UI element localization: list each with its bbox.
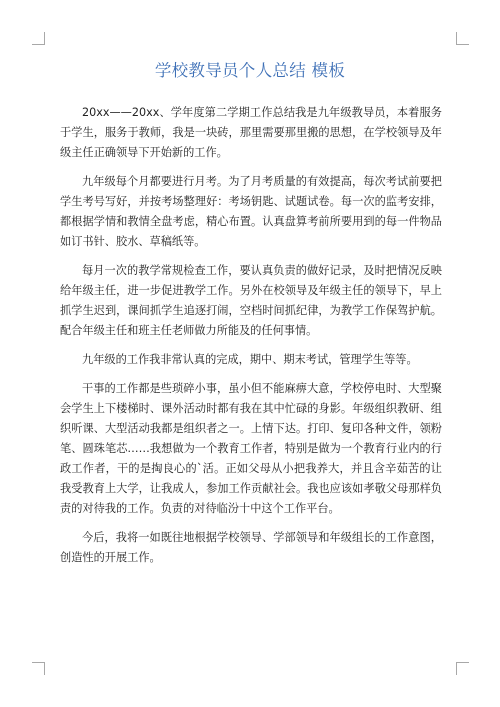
crop-mark-bottom-left — [32, 662, 45, 675]
paragraph-2: 九年级每个月都要进行月考。为了月考质量的有效提高，每次考试前要把学生考号写好，并按考场整理好：考场钥匙、试题试卷。每一次的监考安排，都根据学情和教情全盘考虑，精心布置。认真盘算考前所要用到的每一件物品如订书针、胶水、草稿纸等。 — [60, 175, 442, 248]
crop-mark-top-left — [32, 32, 45, 45]
document-title: 学校教导员个人总结 模板 — [154, 61, 346, 80]
crop-mark-bottom-right — [456, 662, 469, 675]
crop-mark-top-right — [456, 32, 469, 45]
paragraph-5: 干事的工作都是些琐碎小事，虽小但不能麻痹大意，学校停电时、大型聚会学生上下楼梯时、课外活动时都有我在其中忙碌的身影。年级组织教研、组织听课、大型活动我都是组织者之一。上情下达。打印、复印各种文件，领粉笔、圆珠笔芯……我想做为一个教育工作者，特别是做为一个教育行业内的行政工作者，干的是掏良心的`活。正如父母从小把我养大，并且含辛茹苦的让我受教育上大学，让我成人，参加工作贡献社会。我也应该如孝敬父母那样负责的对待我的工作。负责的对待临汾十中这个工作平台。 — [60, 382, 442, 515]
paragraph-4: 九年级的工作我非常认真的完成，期中、期末考试，管理学生等等。 — [82, 353, 418, 366]
paragraph-3: 每月一次的教学常规检查工作，要认真负责的做好记录，及时把情况反映给年级主任，进一步促进教学工作。另外在校领导及年级主任的领导下，早上抓学生迟到，课间抓学生追逐打闹，空档时间抓纪律，为教学工作保驾护航。配合年级主任和班主任老师做力所能及的任何事情。 — [60, 264, 442, 337]
paragraph-1: 20xx——20xx、学年度第二学期工作总结我是九年级教导员，本着服务于学生，服务于教师，我是一块砖，那里需要那里搬的思想，在学校领导及年级主任正确领导下开始新的工作。 — [60, 106, 442, 159]
document-body — [60, 103, 442, 577]
paragraph-6: 今后，我将一如既往地根据学校领导、学部领导和年级组长的工作意图，创造性的开展工作。 — [60, 531, 442, 564]
